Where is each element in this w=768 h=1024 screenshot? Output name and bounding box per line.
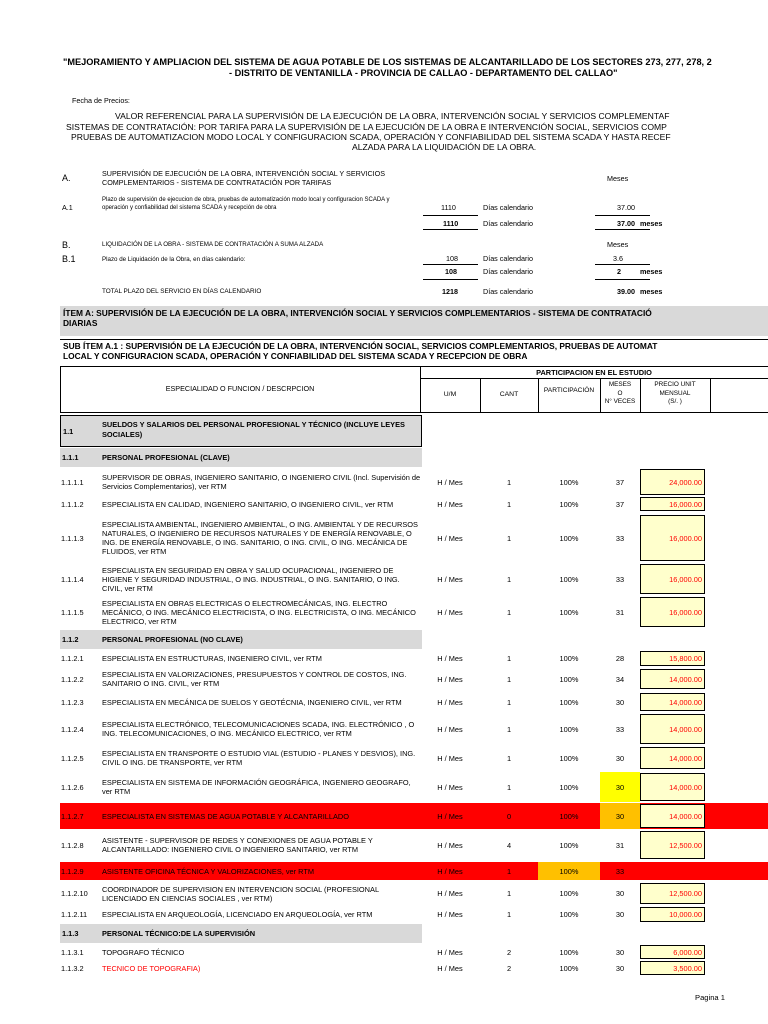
valor-referencial-line1: VALOR REFERENCIAL PARA LA SUPERVISIÓN DE LA EJECUCIÓN DE LA OBRA, INTERVENCIÓN SOCIAL Y SERVICIOS COMPLEMENTAF	[115, 111, 670, 121]
row-months: 30	[615, 889, 625, 898]
row-quantity: 1	[506, 654, 512, 663]
price-value: 16,000.00	[640, 497, 705, 511]
row-price	[640, 496, 768, 512]
row-quantity: 1	[506, 753, 512, 763]
valor-referencial-line4: ALZADA PARA LA LIQUIDACIÓN DE LA OBRA.	[352, 142, 537, 152]
valor-referencial-line3: PRUEBAS DE AUTOMATIZACION MODO LOCAL Y CONFIGURACION SCADA, OPERACIÓN Y CONFIABILIDAD DEL SISTEMA SCADA Y HASTA RECEF	[71, 132, 671, 142]
table-row	[60, 746, 768, 770]
row-participation: 100%	[559, 654, 579, 663]
item-a-line1: ÍTEM A: SUPERVISIÓN DE LA EJECUCIÓN DE LA OBRA, INTERVENCIÓN SOCIAL Y SERVICIOS COMPLEMENTARIOS - SISTEMA DE CONTRATACIÓ	[63, 308, 652, 318]
row-description: ESPECIALISTA EN ESTRUCTURAS, INGENIERO CIVIL, ver RTM	[102, 654, 322, 663]
row-price	[640, 713, 768, 745]
summary-b-text: LIQUIDACIÓN DE LA OBRA - SISTEMA DE CONTRATACIÓN A SUMA ALZADA	[102, 241, 324, 248]
fecha-precios-label: Fecha de Precios:	[72, 96, 130, 105]
row-price	[640, 668, 768, 690]
row-quantity: 1	[506, 574, 512, 584]
row-quantity: 1	[506, 782, 512, 792]
row-price	[640, 944, 768, 960]
summary-b-letter: B.	[62, 240, 71, 250]
price-value: 14,000.00	[640, 747, 705, 769]
header-precio-1: PRECIO UNIT	[654, 381, 696, 388]
row-code: 1.1.3.2	[61, 963, 84, 973]
summary-a1-unit: Días calendario	[483, 203, 533, 212]
row-months: 33	[615, 574, 625, 584]
summary-b-total-meses-label: meses	[640, 267, 663, 276]
table-row	[60, 650, 768, 667]
row-code: 1.1.1.3	[61, 533, 84, 543]
summary-total-meses-label: meses	[640, 287, 663, 296]
row-price	[640, 746, 768, 770]
header-precio-3: (S/. )	[668, 398, 682, 405]
row-unit: H / Mes	[437, 811, 463, 821]
summary-b-total-unit: Días calendario	[483, 267, 533, 276]
row-price	[640, 882, 768, 905]
summary-a-total-months: 37.00	[617, 219, 635, 228]
row-months: 30	[615, 910, 625, 919]
price-value: 24,000.00	[640, 469, 705, 495]
row-price	[640, 960, 768, 976]
table-row	[60, 563, 768, 595]
row-unit: H / Mes	[437, 753, 463, 763]
row-description: TECNICO DE TOPOGRAFIA)	[102, 963, 201, 973]
price-value: 16,000.00	[640, 597, 705, 627]
row-months: 31	[615, 607, 625, 617]
section-title: PERSONAL TÉCNICO:DE LA SUPERVISIÓN	[102, 929, 256, 938]
row-quantity: 4	[506, 840, 512, 850]
row-unit: H / Mes	[437, 674, 463, 684]
row-unit: H / Mes	[437, 607, 463, 617]
summary-a-total-unit: Días calendario	[483, 219, 533, 228]
row-code: 1.1.2.2	[61, 674, 84, 684]
row-quantity: 1	[506, 697, 512, 707]
summary-b-meses: Meses	[607, 240, 629, 249]
row-participation: 100%	[559, 840, 579, 850]
row-participation: 100%	[559, 533, 579, 543]
row-participation: 100%	[559, 811, 579, 821]
summary-a1-text: Plazo de supervisión de ejecucion de obra, pruebas de automatización modo local y configuracion SCADA y operación y confiabilidad del sistema SCADA y recepción de obra	[102, 197, 390, 211]
row-participation: 100%	[559, 574, 579, 584]
row-code: 1.1.2.4	[61, 724, 84, 734]
row-participation: 100%	[559, 947, 579, 957]
table-row	[60, 692, 768, 712]
row-participation: 100%	[559, 477, 579, 487]
row-description: ESPECIALISTA EN SISTEMA DE INFORMACIÓN GEOGRÁFICA, INGENIERO GEOGRAFO, ver RTM	[102, 778, 411, 796]
table-row	[60, 496, 768, 512]
row-description: ASISTENTE - SUPERVISOR DE REDES Y CONEXIONES DE AGUA POTABLE Y ALCANTARILLADO: INGENIERO CIVIL O INGENIERO SANITARIO, ver RTM	[102, 836, 373, 854]
table-row	[60, 862, 768, 880]
price-value: 15,800.00	[640, 651, 705, 666]
table-row	[60, 514, 768, 562]
section-1-1-1	[60, 448, 422, 467]
row-participation: 100%	[559, 674, 579, 684]
divider	[423, 264, 478, 265]
row-description: ESPECIALISTA AMBIENTAL, INGENIERO AMBIENTAL, O ING. AMBIENTAL Y DE RECURSOS NATURALES, O INGENIERO DE RECURSOS NATURALES Y DE ENERGÍA RENOVABLE, O ING. DE ENERGÍA RENOVABLE, O ING. SANITARIO, O ING. CIVIL, O ING. MECÁNICA DE FLUIDOS, ver RTM	[102, 520, 418, 556]
table-row	[60, 803, 768, 829]
row-quantity: 1	[506, 499, 512, 509]
row-unit: H / Mes	[437, 782, 463, 792]
price-value: 6,000.00	[640, 945, 705, 959]
row-code: 1.1.2.10	[61, 889, 88, 898]
row-months: 30	[615, 963, 625, 973]
divider	[595, 229, 650, 230]
section-1-1-2	[60, 630, 422, 649]
row-unit: H / Mes	[437, 963, 463, 973]
summary-b1-text: Plazo de Liquidación de la Obra, en días calendario:	[102, 256, 246, 263]
row-participation: 100%	[559, 889, 579, 898]
row-description: TOPOGRAFO TÉCNICO	[102, 947, 185, 957]
divider	[423, 229, 478, 230]
row-unit: H / Mes	[437, 840, 463, 850]
divider	[595, 215, 650, 216]
summary-a-letter: A.	[62, 173, 71, 183]
section-title: SUELDOS Y SALARIOS DEL PERSONAL PROFESIONAL Y TÉCNICO (INCLUYE LEYES SOCIALES)	[102, 420, 405, 439]
summary-total-unit: Días calendario	[483, 287, 533, 296]
row-participation: 100%	[559, 724, 579, 734]
row-quantity: 0	[506, 811, 512, 821]
row-description: ESPECIALISTA EN SEGURIDAD EN OBRA Y SALUD OCUPACIONAL, INGENIERO DE HIGIENE Y SEGURIDAD INDUSTRIAL, O ING. INDUSTRIAL, O ING. SANITARIO, O ING. CIVIL, ver RTM	[102, 565, 400, 593]
section-code: 1.1.3	[62, 929, 79, 938]
price-value: 14,000.00	[640, 714, 705, 744]
row-participation: 100%	[538, 862, 600, 880]
row-description: ESPECIALISTA EN SISTEMAS DE AGUA POTABLE Y ALCANTARILLADO	[102, 811, 349, 821]
row-code: 1.1.2.8	[61, 840, 84, 850]
row-price	[640, 803, 768, 829]
summary-a1-days: 1110	[441, 203, 456, 212]
price-value: 14,000.00	[640, 669, 705, 689]
price-value: 10,000.00	[640, 907, 705, 922]
price-value: 3,500.00	[640, 961, 705, 975]
price-value: 16,000.00	[640, 515, 705, 561]
section-title: PERSONAL PROFESIONAL (NO CLAVE)	[102, 635, 243, 644]
summary-a-total-meses-label: meses	[640, 219, 663, 228]
row-months: 30	[615, 947, 625, 957]
summary-b1-code: B.1	[62, 254, 76, 264]
row-quantity: 2	[506, 963, 512, 973]
divider	[595, 279, 650, 280]
row-quantity: 1	[506, 533, 512, 543]
row-price	[640, 692, 768, 712]
table-row	[60, 960, 768, 976]
summary-total-days: 1218	[442, 287, 458, 296]
row-code: 1.1.3.1	[61, 947, 84, 957]
row-code: 1.1.1.4	[61, 574, 84, 584]
row-unit: H / Mes	[437, 724, 463, 734]
header-meses-1: MESES	[608, 381, 632, 388]
row-code: 1.1.2.9	[61, 866, 84, 876]
price-value: 12,500.00	[640, 883, 705, 904]
sub-item-line2: LOCAL Y CONFIGURACION SCADA, OPERACIÓN Y CONFIABILIDAD DEL SISTEMA SCADA Y RECEPCION DE OBRA	[63, 350, 528, 361]
section-1-1	[60, 415, 422, 447]
document-title-line2: - DISTRITO DE VENTANILLA - PROVINCIA DE CALLAO - DEPARTAMENTO DEL CALLAO"	[229, 68, 618, 78]
divider	[423, 215, 478, 216]
summary-a-meses: Meses	[607, 174, 629, 183]
section-code: 1.1	[63, 427, 74, 436]
row-code: 1.1.1.2	[61, 499, 84, 509]
row-code: 1.1.2.1	[61, 654, 84, 663]
row-unit: H / Mes	[437, 477, 463, 487]
table-row	[60, 596, 768, 628]
row-quantity: 1	[506, 910, 512, 919]
summary-a-total-days: 1110	[443, 219, 459, 228]
row-quantity: 1	[506, 889, 512, 898]
row-months: 33	[615, 866, 625, 876]
price-value: 12,500.00	[640, 831, 705, 859]
row-unit: H / Mes	[437, 654, 463, 663]
table-row	[60, 906, 768, 923]
table-row	[60, 882, 768, 905]
summary-b1-months: 3.6	[613, 254, 623, 263]
table-row	[60, 713, 768, 745]
row-code: 1.1.2.5	[61, 753, 84, 763]
sub-item-line1: SUB ÍTEM A.1 : SUPERVISIÓN DE LA EJECUCIÓN DE LA OBRA, INTERVENCIÓN SOCIAL, SERVICIOS COMPLEMENTARIOS, PRUEBAS DE AUTOMAT	[63, 341, 658, 351]
table-row	[60, 468, 768, 496]
row-months: 34	[615, 674, 625, 684]
page-number: Pagina 1	[695, 993, 725, 1002]
row-months: 30	[615, 753, 625, 763]
row-months: 37	[615, 477, 625, 487]
row-participation: 100%	[559, 753, 579, 763]
row-description: ESPECIALISTA ELECTRÓNICO, TELECOMUNICACIONES SCADA, ING. ELECTRÓNICO , O ING. TELECOMUNICACIONES, O ING. MECÁNICO ELECTRICO, ver RTM	[102, 720, 415, 738]
price-value: 16,000.00	[640, 564, 705, 594]
row-months: 28	[615, 654, 625, 663]
row-code: 1.1.2.6	[61, 782, 84, 792]
row-unit: H / Mes	[437, 574, 463, 584]
summary-total-text: TOTAL PLAZO DEL SERVICIO EN DÍAS CALENDARIO	[102, 288, 262, 295]
row-unit: H / Mes	[437, 889, 463, 898]
row-price	[640, 772, 768, 802]
row-price	[640, 468, 768, 496]
row-description: SUPERVISOR DE OBRAS, INGENIERO SANITARIO, O INGENIERO CIVIL (Incl. Supervisión de Servicios Complementarios), ver RTM	[102, 473, 421, 491]
price-value: 14,000.00	[640, 693, 705, 711]
row-description: ESPECIALISTA EN ARQUEOLOGÍA, LICENCIADO EN ARQUEOLOGÍA, ver RTM	[102, 910, 373, 919]
row-participation: 100%	[559, 499, 579, 509]
row-participation: 100%	[559, 607, 579, 617]
document-title-line1: "MEJORAMIENTO Y AMPLIACION DEL SISTEMA DE AGUA POTABLE DE LOS SISTEMAS DE ALCANTARILLADO DE LOS SECTORES 273, 277, 278, 2	[63, 57, 712, 67]
table-row	[60, 668, 768, 690]
header-precio-2: MENSUAL	[659, 390, 691, 397]
row-description: ESPECIALISTA EN TRANSPORTE O ESTUDIO VIAL (ESTUDIO - PLANES Y DESVIOS), ING. CIVIL O ING. DE TRANSPORTE, ver RTM	[102, 749, 416, 767]
row-months: 30	[600, 772, 640, 802]
row-months: 33	[615, 533, 625, 543]
table-row	[60, 772, 768, 802]
header-meses-3: N° VECES	[604, 398, 636, 405]
row-description: ASISTENTE OFICINA TÉCNICA Y VALORIZACIONES, ver RTM	[102, 866, 315, 876]
row-price	[640, 650, 768, 667]
table-header	[60, 366, 768, 413]
row-code: 1.1.1.5	[61, 607, 84, 617]
item-a-line2: DIARIAS	[63, 317, 98, 328]
row-code: 1.1.1.1	[61, 477, 84, 487]
row-unit: H / Mes	[437, 499, 463, 509]
header-meses-2: O	[617, 390, 623, 397]
row-participation: 100%	[559, 697, 579, 707]
section-title: PERSONAL PROFESIONAL (CLAVE)	[102, 453, 230, 462]
row-unit: H / Mes	[437, 947, 463, 957]
row-participation: 100%	[559, 963, 579, 973]
summary-a-text: SUPERVISIÓN DE EJECUCIÓN DE LA OBRA, INTERVENCIÓN SOCIAL Y SERVICIOS COMPLEMENTARIOS - SISTEMA DE CONTRATACIÓN POR TARIFAS	[102, 169, 386, 187]
summary-b1-days: 108	[446, 254, 458, 263]
table-row	[60, 944, 768, 960]
row-quantity: 2	[506, 947, 512, 957]
row-unit: H / Mes	[437, 866, 463, 876]
row-months: 30	[615, 697, 625, 707]
row-price	[640, 514, 768, 562]
row-quantity: 1	[506, 607, 512, 617]
header-participacion-estudio: PARTICIPACION EN EL ESTUDIO	[536, 368, 652, 377]
row-code: 1.1.2.11	[61, 910, 88, 919]
header-especialidad: ESPECIALIDAD O FUNCION / DESCRPCION	[165, 384, 315, 393]
row-participation: 100%	[559, 782, 579, 792]
row-price	[640, 563, 768, 595]
valor-referencial-line2: SISTEMAS DE CONTRATACIÓN: POR TARIFA PARA LA SUPERVISIÓN DE LA EJECUCIÓN DE LA OBRA E INTERVENCIÓN SOCIAL, SERVICIOS COMP	[66, 122, 667, 132]
row-months: 31	[615, 840, 625, 850]
summary-b1-unit: Días calendario	[483, 254, 533, 263]
price-value: 14,000.00	[640, 773, 705, 801]
row-price	[640, 906, 768, 923]
header-um: U/M	[443, 391, 457, 398]
row-quantity: 1	[506, 674, 512, 684]
price-value: 14,000.00	[640, 804, 705, 828]
row-description: COORDINADOR DE SUPERVISION EN INTERVENCION SOCIAL (PROFESIONAL LICENCIADO EN CIENCIAS SOCIALES , ver RTM)	[102, 884, 379, 903]
row-months: 37	[615, 499, 625, 509]
row-price	[640, 862, 768, 880]
row-months: 33	[615, 724, 625, 734]
row-code: 1.1.2.3	[61, 697, 84, 707]
divider	[423, 279, 478, 280]
row-unit: H / Mes	[437, 697, 463, 707]
summary-a1-months: 37.00	[617, 203, 635, 212]
item-a-band	[60, 306, 768, 336]
row-description: ESPECIALISTA EN OBRAS ELECTRICAS O ELECTROMECÁNICAS, ING. ELECTRO MECÁNICO, O ING. MECÁNICO ELECTRICISTA, O ING. ELECTRICISTA, O ING. MECÁNICO ELECTRICO, ver RTM	[102, 598, 416, 626]
header-cant: CANT	[499, 391, 519, 398]
row-description: ESPECIALISTA EN VALORIZACIONES, PRESUPUESTOS Y CONTROL DE COSTOS, ING. SANITARIO O ING. CIVIL, ver RTM	[102, 670, 407, 688]
summary-total-months: 39.00	[617, 287, 635, 296]
summary-b-total-months: 2	[617, 267, 621, 276]
row-quantity: 1	[506, 477, 512, 487]
row-quantity: 1	[506, 866, 512, 876]
divider	[595, 264, 650, 265]
row-price	[640, 830, 768, 860]
row-description: ESPECIALISTA EN CALIDAD, INGENIERO SANITARIO, O INGENIERO CIVIL, ver RTM	[102, 499, 394, 509]
row-unit: H / Mes	[437, 910, 463, 919]
row-quantity: 1	[506, 724, 512, 734]
row-unit: H / Mes	[437, 533, 463, 543]
row-price	[640, 596, 768, 628]
section-code: 1.1.1	[62, 453, 79, 462]
section-code: 1.1.2	[62, 635, 79, 644]
row-code: 1.1.2.7	[61, 811, 84, 821]
header-participacion: PARTICIPACIÓN	[543, 387, 595, 394]
section-1-1-3	[60, 924, 422, 943]
row-participation: 100%	[559, 910, 579, 919]
summary-b-total-days: 108	[445, 267, 457, 276]
sub-item-band	[60, 339, 768, 365]
row-months: 30	[600, 803, 640, 829]
table-row	[60, 830, 768, 860]
summary-a1-code: A.1	[62, 203, 73, 212]
row-description: ESPECIALISTA EN MECÁNICA DE SUELOS Y GEOTÉCNIA, INGENIERO CIVIL, ver RTM	[102, 697, 402, 707]
